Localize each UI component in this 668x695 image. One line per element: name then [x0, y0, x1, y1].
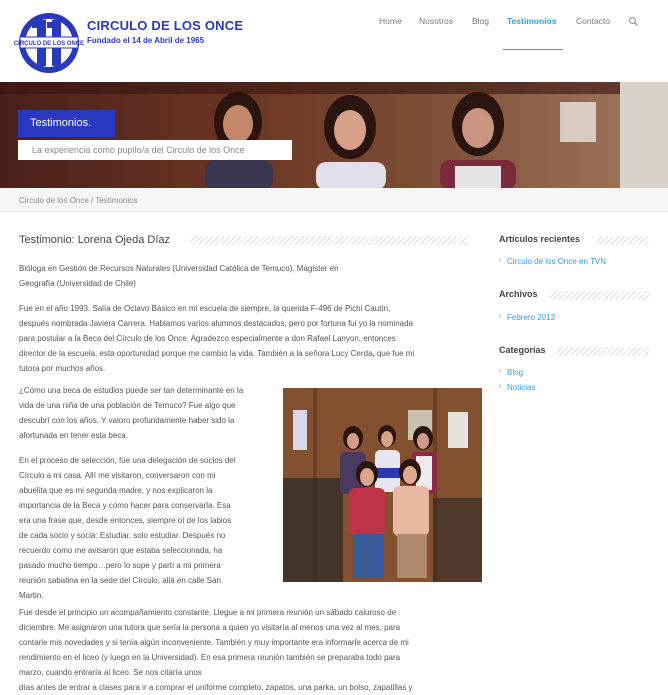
post-paragraph [19, 383, 243, 443]
breadcrumb[interactable]: Circulo de los Once / Testimonios [19, 196, 138, 205]
text-line: diciembre. Me asignaron una tutora que sería la persona a quien yo visitaría al menos una vez al mes, para [19, 623, 401, 632]
text-line: después nombrada Javiera Carrera. Hablamos varios alumnos destacados, pero por fortuna fui yo la nominada [19, 319, 413, 328]
nav-testimonios[interactable]: Testimonios [507, 16, 557, 26]
text-line: importancia de la Beca y cómo hacer para conservarla. Esa [19, 501, 231, 510]
text-line: reunión sabatina en la sede del Círculo, allá en calle San [19, 576, 221, 585]
post-paragraph [19, 605, 413, 695]
category-link-noticias[interactable]: Noticias [507, 383, 536, 392]
text-line: contarle mis novedades y si tenía algún inconveniente. También y muy importante era informarle acerca de mi [19, 638, 409, 647]
text-line: tutora por muchos años. [19, 364, 106, 373]
active-nav-indicator [503, 49, 563, 50]
text-line: para postular a la Beca del Círculo de los Once. Agradezco especialmente a don Rafael Lanyon, entonces [19, 334, 396, 343]
text-line: Fue en el año 1993. Salía de Octavo Básico en mi escuela de siempre, la querida F-496 de Pichi Cautín, [19, 304, 391, 313]
text-line: descubrí con los años. Y valoro profundamente haber sido la [19, 416, 235, 425]
nav-contacto[interactable]: Contacto [576, 16, 611, 26]
nav-home[interactable]: Home [379, 16, 402, 26]
post-title: Testimonio: Lorena Ojeda Díaz [19, 234, 176, 246]
archives-heading: Archivos [499, 289, 544, 299]
site-header [0, 0, 668, 82]
category-link-blog[interactable]: Blog [507, 368, 524, 377]
recent-posts-heading: Artículos recientes [499, 234, 586, 244]
text-line: de cada socio y socia: Estudiar, solo estudiar. Después no [19, 531, 226, 540]
site-title[interactable]: CIRCULO DE LOS ONCE [87, 18, 244, 33]
search-icon[interactable] [628, 16, 639, 27]
text-line: Geografía (Universidad de Chile) [19, 279, 136, 288]
text-line: era una frase que, desde entonces, siempre oí de los labios [19, 516, 232, 525]
text-line: recuerdo como me avisaron que estaba seleccionada, ha [19, 546, 223, 555]
text-line: pasado mucho tiempo…pero lo supe y partí a mi primera [19, 561, 221, 570]
sidebar-hatch [550, 291, 649, 300]
text-line: rendimiento en el liceo (y luego en la Universidad). En esa primera reunión también se preparaba todo para [19, 653, 401, 662]
categories-heading: Categorías [499, 345, 552, 355]
text-line: Círculo a mi casa. Allí me visitaron, conversaron con mi [19, 471, 216, 480]
main-content [0, 212, 668, 692]
post-paragraph [19, 261, 339, 291]
main-nav [0, 16, 668, 36]
recent-post-link[interactable]: Circulo de los Once en TVN [507, 257, 607, 266]
text-line: días antes de entrar a clases para ir a comprar el uniforme completo, zapatos, una parka, un bolso, zapatillas y [19, 683, 413, 692]
title-hatch [190, 236, 467, 245]
text-line: abuelita que es mi segunda madre, y nos explicaron la [19, 486, 213, 495]
text-line: Bióloga en Gestión de Recursos Naturales (Universidad Católica de Temuco). Magister en [19, 264, 339, 273]
chevron-right-icon: › [499, 368, 502, 375]
banner-subtitle: La experiencia como pupilo/a del Circulo de los Once [18, 140, 292, 160]
text-line: ¿Cómo una beca de estudios puede ser tan determinante en la [19, 386, 244, 395]
text-line: Fue desde el principio un acompañamiento constante. Llegue a mi primera reunión un sábado caluroso de [19, 608, 397, 617]
page-banner [0, 82, 668, 188]
post-photo [283, 388, 482, 582]
post-paragraph [19, 301, 414, 376]
text-line: vida de una niña de una población de Temuco? Fue algo que [19, 401, 236, 410]
sidebar-hatch [556, 347, 649, 356]
chevron-right-icon: › [499, 257, 502, 264]
post-paragraph [19, 453, 236, 603]
chevron-right-icon: › [499, 383, 502, 390]
banner-title: Testimonios. [18, 110, 115, 137]
chevron-right-icon: › [499, 313, 502, 320]
text-line: director de la escuela, esta oportunidad porque me cambio la vida. También a la señora Lucy Cerda, que fue mi [19, 349, 415, 358]
svg-text:CIRCULO DE LOS ONCE: CIRCULO DE LOS ONCE [13, 41, 85, 47]
sidebar-hatch [596, 236, 649, 245]
breadcrumb-bar [0, 188, 668, 212]
nav-blog[interactable]: Blog [472, 16, 490, 26]
text-line: Martin. [19, 591, 44, 600]
text-line: En el proceso de selección, fue una delegación de socios del [19, 456, 236, 465]
text-line: afortunada en tener esta beca. [19, 431, 128, 440]
nav-nosotros[interactable]: Nosotros [419, 16, 454, 26]
archive-link[interactable]: Febrero 2013 [507, 313, 556, 322]
text-line: marzo, cuando entraría al liceo. Se nos citaría unos [19, 668, 202, 677]
site-tagline: Fundado el 14 de Abril de 1965 [87, 36, 205, 45]
